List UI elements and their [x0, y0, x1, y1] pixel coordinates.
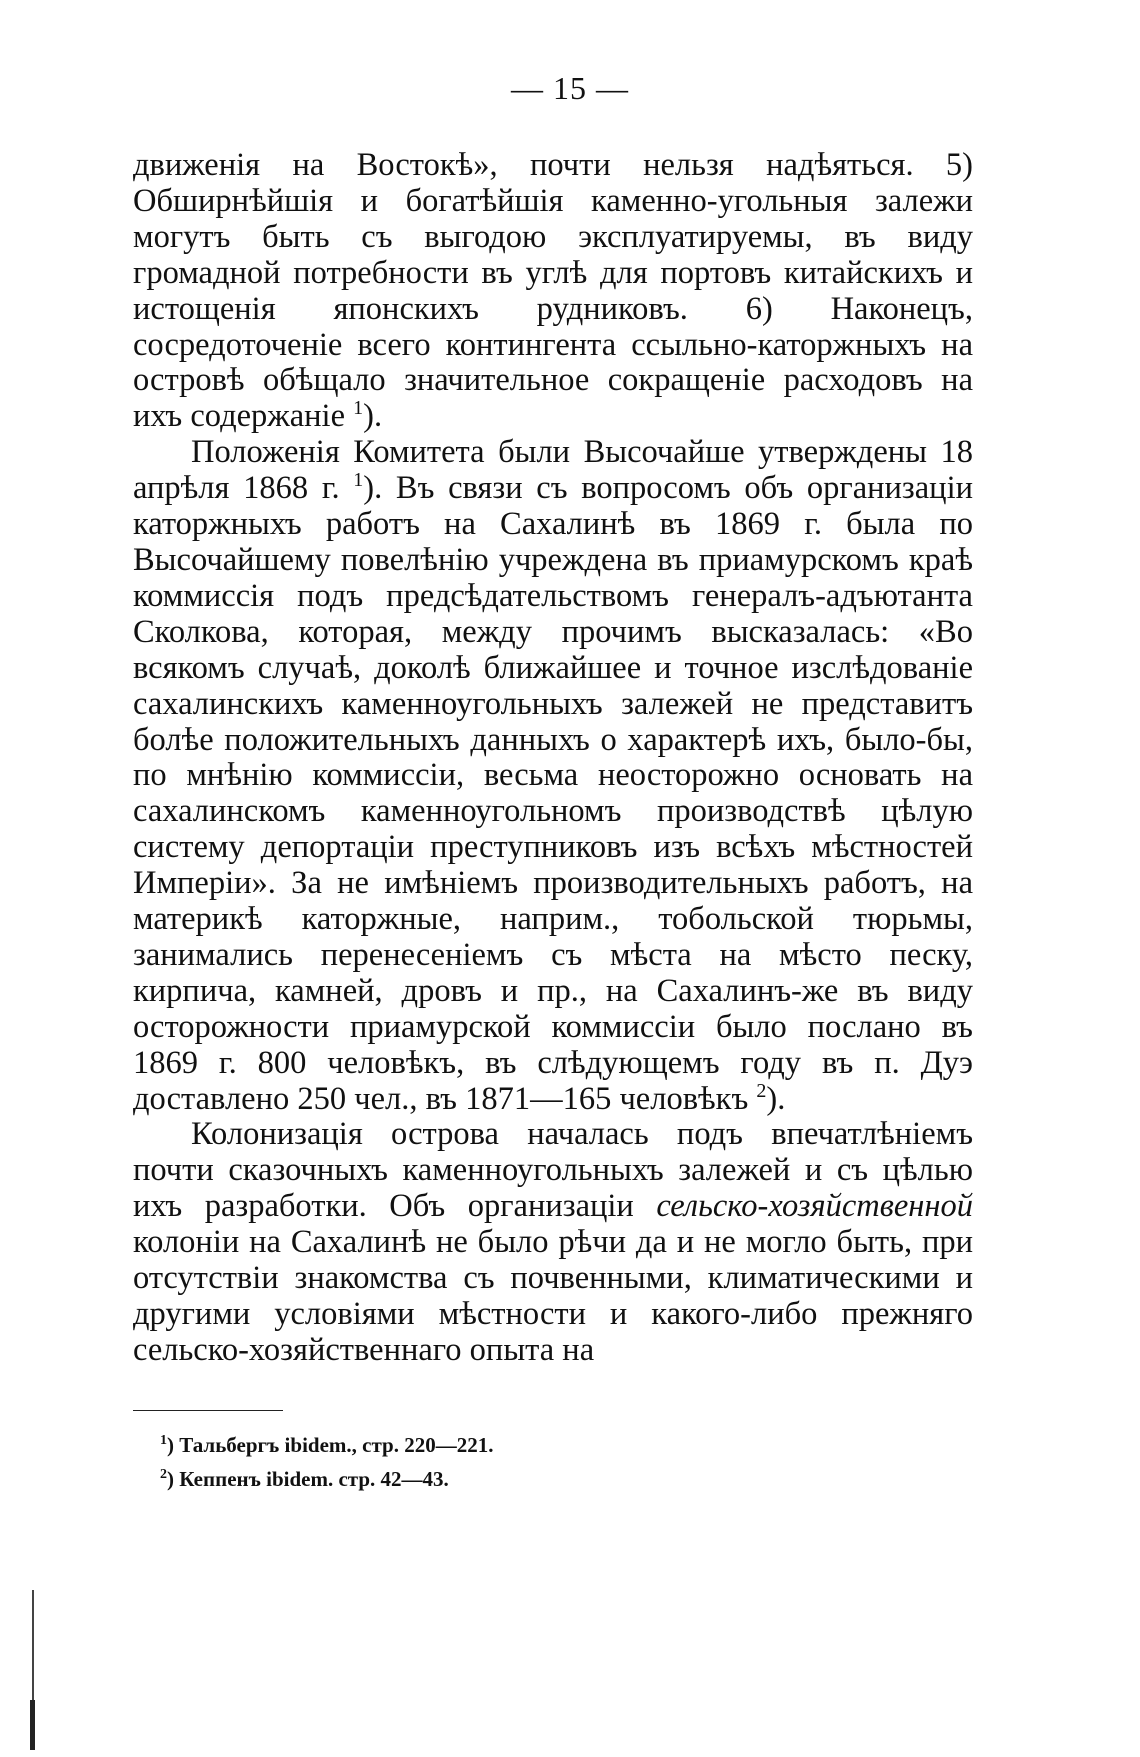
footnote-reference: 2 — [756, 1079, 767, 1102]
text-run: Колонизація острова началась подъ впечатлѣніемъ почти сказочныхъ каменноугольныхъ залежей и съ цѣлью ихъ разработки. Объ организаціи — [133, 1116, 973, 1225]
paragraph — [133, 435, 973, 1117]
text-run: Положенія Комитета были Высочайше утверждены 18 апрѣля 1868 г. — [133, 434, 973, 507]
margin-binding-mark-heavy — [30, 1700, 35, 1750]
footnote-reference: 1 — [353, 397, 364, 420]
text-run: колоніи на Сахалинѣ не было рѣчи да и не могло быть, при отсутствіи знакомства съ почвенными, климатическими и другими условіями мѣстности и какого-либо прежняго сельско-хозяйственнаго опыта на — [133, 1224, 973, 1368]
page-number: — 15 — — [511, 70, 629, 106]
paragraph — [133, 148, 973, 435]
footnote-divider — [133, 1410, 283, 1411]
body-text — [133, 148, 973, 1369]
footnote — [160, 1428, 960, 1462]
footnote-mark: 1 — [160, 1433, 167, 1448]
footnote — [160, 1462, 960, 1496]
footnote-reference: 1 — [353, 469, 364, 492]
paragraph — [133, 1117, 973, 1368]
italic-text: сельско-хозяйственной — [656, 1188, 973, 1225]
footnote-text: ) Тальбергъ ibidem., стр. 220—221. — [167, 1433, 494, 1457]
footnote-mark: 2 — [160, 1467, 167, 1482]
footnote-text: ) Кеппенъ ibidem. стр. 42—43. — [167, 1467, 449, 1491]
text-run: движенія на Востокѣ», почти нельзя надѣяться. 5) Обширнѣйшія и богатѣйшія каменно-угольныя залежи могутъ быть съ выгодою эксплуатируемы, въ виду громадной потребности въ углѣ для портовъ китайскихъ и истощенія японскихъ рудниковъ. 6) Наконецъ, сосредоточеніе всего контингента ссыльно-каторжныхъ на островѣ обѣщало значительное сокращеніе расходовъ на ихъ содержаніе — [133, 147, 973, 435]
text-run: ). — [766, 1080, 786, 1117]
footnotes — [160, 1428, 960, 1496]
text-run: ). — [363, 398, 383, 435]
text-run: ). Въ связи съ вопросомъ объ организаціи каторжныхъ работъ на Сахалинѣ въ 1869 г. была по Высочайшему повелѣнію учреждена въ приамурскомъ краѣ коммиссія подъ предсѣдательствомъ генералъ-адъютанта Сколкова, которая, между прочимъ высказалась: «Во всякомъ случаѣ, доколѣ ближайшее и точное изслѣдованіе сахалинскихъ каменноугольныхъ залежей не представитъ болѣе положительныхъ данныхъ о характерѣ ихъ, было-бы, по мнѣнію коммиссіи, весьма неосторожно основать на сахалинскомъ каменноугольномъ производствѣ цѣлую систему депортаціи преступниковъ изъ всѣхъ мѣстностей Имперіи». За не имѣніемъ производительныхъ работъ, на материкѣ каторжные, наприм., тобольской тюрьмы, занимались перенесеніемъ съ мѣста на мѣсто песку, кирпича, камней, дровъ и пр., на Сахалинъ-же въ виду осторожности приамурской коммиссіи было послано въ 1869 г. 800 человѣкъ, въ слѣдующемъ году въ п. Дуэ доставлено 250 чел., въ 1871—165 человѣкъ — [133, 470, 973, 1117]
